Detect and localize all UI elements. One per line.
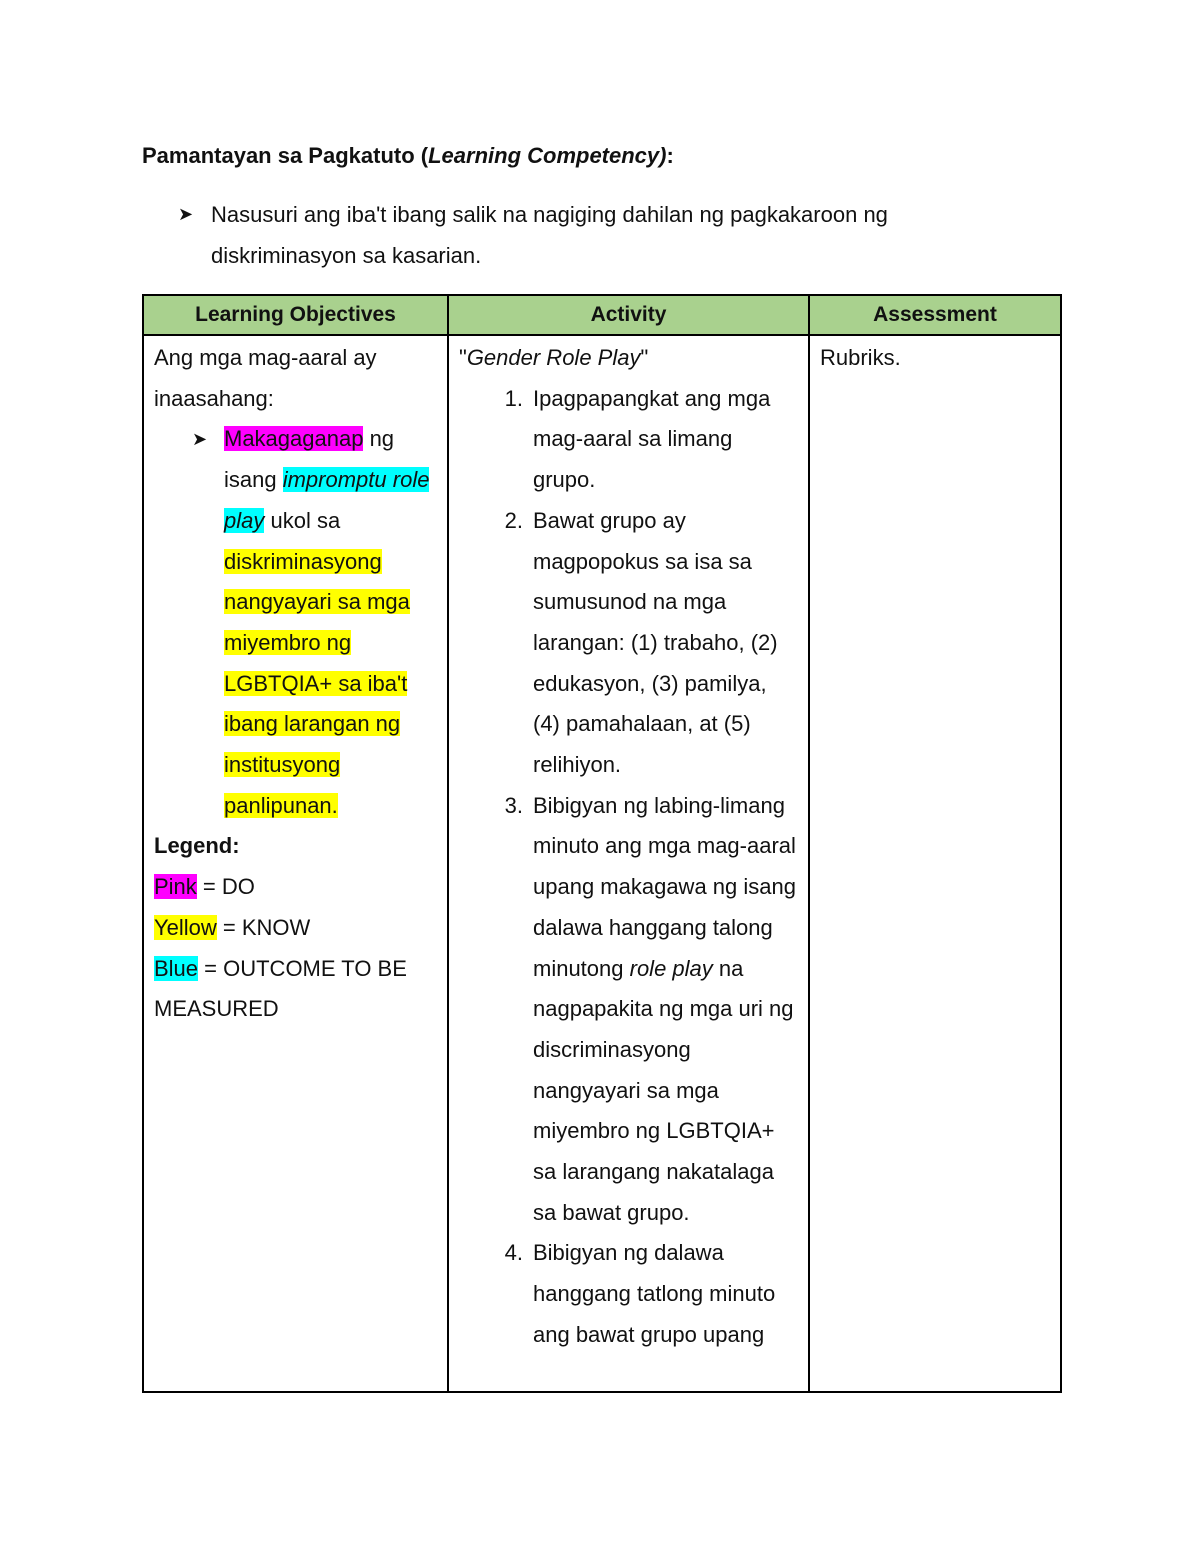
- objective-bullet: [192, 419, 437, 826]
- legend-text: = KNOW: [216, 914, 311, 940]
- arrow-bullet-icon: ➤: [192, 429, 208, 450]
- quote-open: ": [459, 345, 467, 370]
- legend-item-yellow: [154, 908, 437, 949]
- activity-steps: [459, 379, 798, 1356]
- legend-swatch-yellow: Yellow: [154, 914, 217, 940]
- objectives-intro: Ang mga mag-aaral ay inaasahang:: [154, 345, 377, 411]
- step-number: 3.: [504, 792, 523, 818]
- highlight-know: diskriminasyong nangyayari sa mga miyembro ng LGBTQIA+ sa iba't ibang larangan ng institusyong panlipunan.: [224, 548, 410, 818]
- list-item: [459, 786, 798, 1234]
- competency-item: [178, 194, 998, 276]
- legend-item-pink: [154, 867, 437, 908]
- header-assessment: Assessment: [809, 295, 1061, 335]
- highlight-outcome: impromptu role play: [224, 467, 430, 533]
- table-row: [143, 335, 1061, 1392]
- list-item: [459, 379, 798, 501]
- step-number: 4.: [504, 1240, 523, 1266]
- activity-title-text: Gender Role Play: [466, 345, 641, 370]
- page-heading: [142, 140, 674, 172]
- list-item: [459, 1233, 798, 1355]
- step-number: 2.: [504, 507, 523, 533]
- table-header-row: [143, 295, 1061, 335]
- step-text-italic: role play: [629, 955, 713, 981]
- step-text-part: Bibigyan ng labing-limang minuto ang mga mag-aaral upang makagawa ng isang dalawa hanggang talong minutong: [533, 792, 796, 981]
- legend-title: Legend:: [154, 833, 240, 859]
- competency-text: Nasusuri ang iba't ibang salik na nagiging dahilan ng pagkakaroon ng diskriminasyon sa kasarian.: [211, 202, 888, 268]
- legend-item-blue: [154, 949, 437, 1030]
- quote-close: ": [640, 345, 649, 370]
- legend-swatch-blue: Blue: [154, 955, 199, 981]
- legend-text: = DO: [196, 874, 255, 900]
- header-learning-objectives: Learning Objectives: [143, 295, 448, 335]
- step-text: Bibigyan ng dalawa hanggang tatlong minuto ang bawat grupo upang: [533, 1240, 776, 1347]
- arrow-bullet-icon: ➤: [178, 204, 194, 224]
- activity-cell: [448, 335, 809, 1392]
- heading-prefix: Pamantayan sa Pagkatuto (: [142, 143, 429, 168]
- legend-text: = OUTCOME TO BE MEASURED: [154, 955, 407, 1022]
- heading-italic: Learning Competency): [428, 143, 667, 168]
- step-text: Bawat grupo ay magpopokus sa isa sa sumusunod na mga larangan: (1) trabaho, (2) edukasyon, (3) pamilya, (4) pamahalaan, at (5) relihiyon.: [533, 507, 778, 778]
- objective-text: [224, 419, 437, 826]
- lesson-plan-table: [142, 294, 1062, 1393]
- assessment-cell: [809, 335, 1061, 1392]
- objective-text-part: ng isang: [224, 426, 395, 493]
- step-text: Ipagpapangkat ang mga mag-aaral sa limang grupo.: [533, 385, 771, 493]
- list-item: [459, 501, 798, 786]
- activity-title: [459, 338, 798, 379]
- step-text-part: na nagpapakita ng mga uri ng discriminasyong nangyayari sa mga miyembro ng LGBTQIA+ sa larangang nakatalaga sa bawat grupo.: [533, 955, 794, 1225]
- objective-text-part: ukol sa: [264, 507, 341, 533]
- header-activity: Activity: [448, 295, 809, 335]
- legend-swatch-pink: Pink: [154, 874, 197, 900]
- assessment-text: Rubriks.: [820, 345, 901, 370]
- step-text: [533, 786, 798, 1234]
- objectives-cell: [143, 335, 448, 1392]
- highlight-do: Makagaganap: [224, 426, 364, 452]
- heading-suffix: :: [666, 143, 674, 168]
- step-number: 1.: [504, 385, 523, 411]
